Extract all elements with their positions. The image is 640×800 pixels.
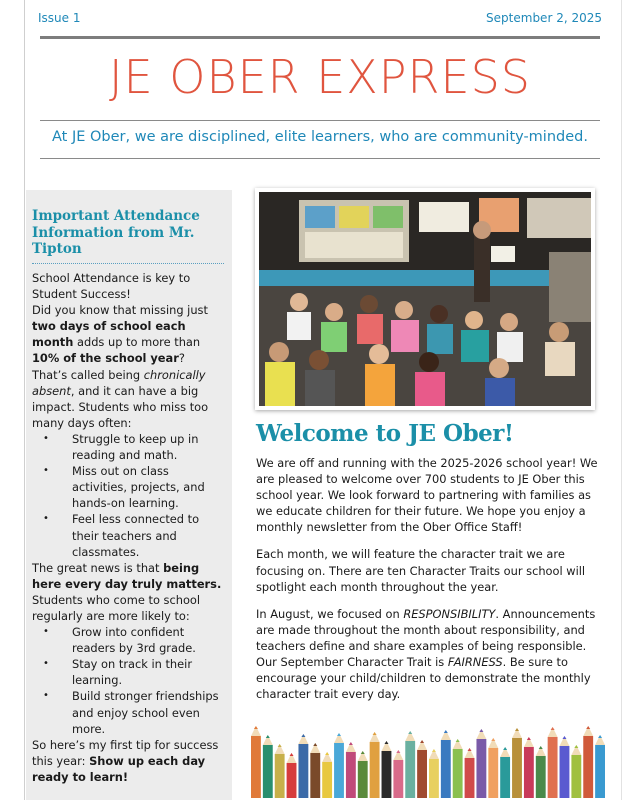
issue-number: Issue 1 [38, 11, 81, 25]
sidebar-tip: So here’s my first tip for success this year: Show up each day ready to learn! [32, 737, 219, 784]
pencil-body [548, 737, 558, 798]
pencil-body [287, 763, 297, 798]
article-paragraph-3: In August, we focused on RESPONSIBILITY. Announcements are made throughout the month about responsibility, and teachers define and share examples of being responsible. Our September Character Trait is FAIRNESS. Be sure to encourage your child/children to demonstrate the monthly character trait every day. [256, 606, 596, 702]
article-paragraph-2: Each month, we will feature the character trait we are focusing on. There are ten Character Traits our school will spotlight each month throughout the year. [256, 547, 586, 594]
pencil-lead [479, 729, 483, 732]
pencil-lead [586, 726, 590, 729]
pencil-lead [361, 751, 365, 754]
pencil-body [322, 762, 332, 798]
colored-pencils-illustration [250, 712, 606, 798]
tagline-top-rule [40, 120, 600, 121]
sidebar-risks-list [32, 431, 222, 560]
pencil-body [560, 746, 570, 798]
pencil-lead [313, 743, 317, 746]
pencil-body [334, 743, 344, 798]
pencil-lead [349, 742, 353, 745]
sidebar-benefits-list [32, 624, 222, 737]
pencil-lead [301, 734, 305, 737]
pencil-body [595, 745, 605, 798]
issue-date: September 2, 2025 [486, 11, 602, 25]
list-item: • Miss out on class activities, projects, and hands-on learning. [32, 463, 222, 511]
pencil-body [405, 741, 415, 798]
pencil-body [524, 747, 534, 798]
list-item: • Feel less connected to their teachers and classmates. [32, 511, 222, 559]
list-item: • Stay on track in their learning. [32, 656, 222, 688]
pencil-lead [325, 752, 329, 755]
pencil-body [512, 738, 522, 798]
sidebar-body [32, 270, 222, 785]
list-item: • Grow into confident readers by 3rd grade. [32, 624, 222, 656]
pencil-body [536, 756, 546, 798]
sidebar-intro: School Attendance is key to Student Success! [32, 271, 191, 302]
pencil-lead [432, 749, 436, 752]
pencil-lead [373, 732, 377, 735]
pencil-lead [468, 748, 472, 751]
sidebar-dotted-divider [32, 263, 224, 264]
pencil-lead [420, 740, 424, 743]
pencil-lead [456, 739, 460, 742]
pencil-lead [551, 727, 555, 730]
pencil-lead [444, 730, 448, 733]
pencil-body [393, 760, 403, 798]
pencil-lead [337, 733, 341, 736]
pencil-body [571, 755, 581, 798]
school-tagline: At JE Ober, we are disciplined, elite learners, who are community-minded. [52, 129, 588, 145]
pencil-body [476, 739, 486, 798]
pencil-body [251, 736, 261, 798]
pencil-lead [527, 737, 531, 740]
pencil-lead [278, 744, 282, 747]
tagline-bottom-rule [40, 158, 600, 159]
list-item: • Struggle to keep up in reading and math. [32, 431, 222, 463]
article-paragraph-1: We are off and running with the 2025-2026 school year! We are pleased to welcome over 700 students to JE Ober this school year. We look forward to partnering with families as we educate children for their future. We hope you enjoy a monthly newsletter from the Ober Office Staff! [256, 456, 598, 535]
pencil-lead [384, 741, 388, 744]
sidebar-heading: Important Attendance Information from Mr. Tipton [32, 208, 200, 257]
top-divider [40, 36, 600, 39]
pencil-body [358, 761, 368, 798]
pencil-body [310, 753, 320, 798]
pencil-body [275, 754, 285, 798]
welcome-article [256, 455, 602, 713]
sidebar-paragraph-missing-days: Did you know that missing just two days of school each month adds up to more than 10% of the school year? That’s called being chronically absent, and it can have a big impact. Students who miss too many days often: [32, 303, 209, 430]
pencil-lead [562, 736, 566, 739]
pencil-body [370, 742, 380, 798]
classroom-photo [255, 188, 595, 410]
pencil-body [382, 751, 392, 798]
pencil-lead [491, 738, 495, 741]
pencil-body [500, 757, 510, 798]
pencil-lead [503, 747, 507, 750]
welcome-heading: Welcome to JE Ober! [256, 420, 514, 447]
masthead-title: JE OBER EXPRESS [109, 50, 531, 104]
pencil-body [298, 744, 308, 798]
pencil-body [417, 750, 427, 798]
pencil-body [263, 745, 273, 798]
pencil-body [453, 749, 463, 798]
pencil-body [488, 748, 498, 798]
list-item: • Build stronger friendships and enjoy school even more. [32, 688, 222, 736]
pencil-body [465, 758, 475, 798]
pencil-body [346, 752, 356, 798]
pencil-lead [539, 746, 543, 749]
pencil-lead [290, 753, 294, 756]
pencil-lead [408, 731, 412, 734]
page-right-edge [621, 0, 622, 800]
pencil-body [583, 736, 593, 798]
pencil-lead [574, 745, 578, 748]
classroom-photo-illustration [259, 192, 591, 406]
pencil-body [429, 759, 439, 798]
sidebar-paragraph-good-news: The great news is that being here every day truly matters. Students who come to school regularly are more likely to: [32, 560, 222, 623]
pencil-lead [515, 728, 519, 731]
pencil-body [441, 740, 451, 798]
pencil-lead [598, 735, 602, 738]
pencil-lead [396, 750, 400, 753]
pencil-lead [254, 726, 258, 729]
page-left-edge [24, 0, 25, 800]
pencil-lead [266, 735, 270, 738]
